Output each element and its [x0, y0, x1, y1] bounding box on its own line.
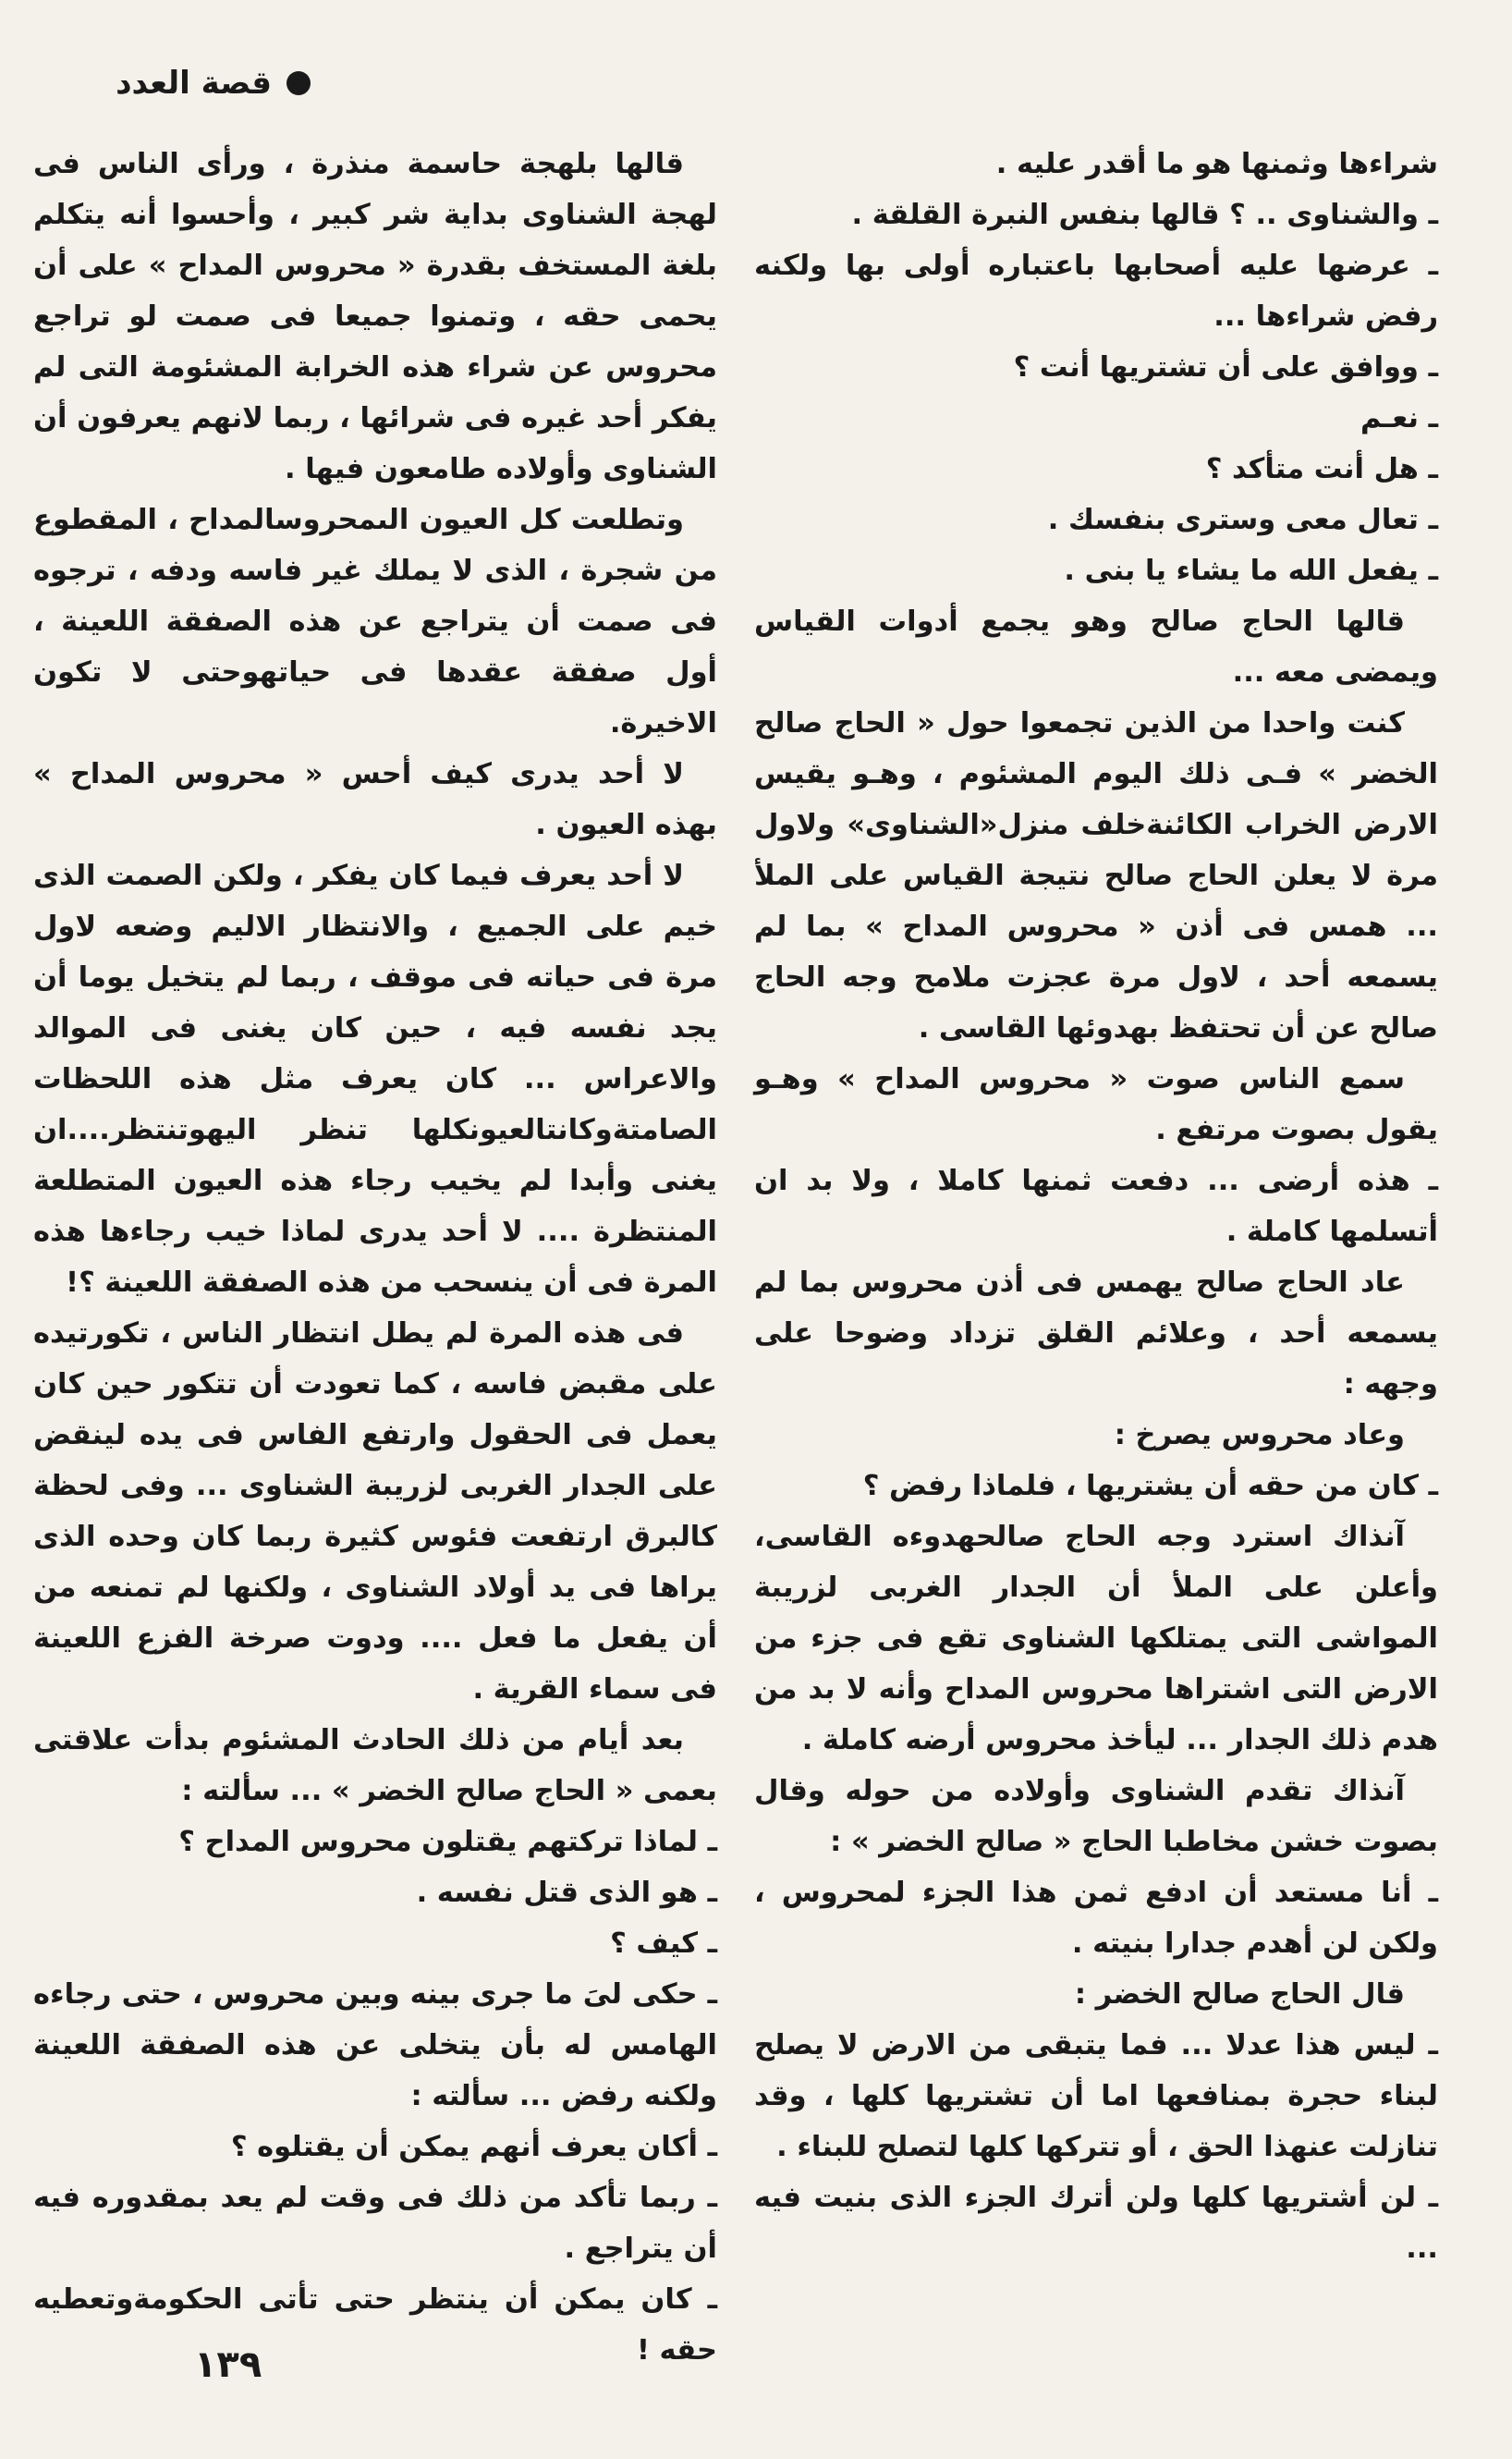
page-number: ١٣٩ — [194, 2343, 262, 2386]
paragraph: ـ حكى لىَ ما جرى بينه وبين محروس ، حتى رجاءه الهامس له بأن يتخلى عن هذه الصفقة اللعينة ولكنه رفض ... سألته : — [33, 1978, 717, 2112]
paragraph: آنذاك استرد وجه الحاج صالحهدوءه القاسى، وأعلن على الملأ أن الجدار الغربى لزريبة المواشى التى يمتلكها الشناوى تقع فى جزء من الارض التى اشتراها محروس المداح وأنه لا بد من هدم ذلك الجدار ... ليأخذ محروس أرضه كاملة . — [754, 1521, 1438, 1756]
paragraph: ـ كيف ؟ — [610, 1927, 717, 1960]
paragraph: ـ تعال معى وسترى بنفسك . — [1047, 504, 1438, 536]
paragraph: وتطلعت كل العيون الىمحروسالمداح ، المقطوع من شجرة ، الذى لا يملك غير فاسه ودفه ، ترجوه فى صمت أن يتراجع عن هذه الصفقة اللعينة ، أول صفقة عقدها فى حياتهوحتى لا تكون الاخيرة. — [33, 504, 717, 740]
bullet-icon — [287, 71, 311, 95]
paragraph: ـ هذه أرضى ... دفعت ثمنها كاملا ، ولا بد ان أتسلمها كاملة . — [754, 1165, 1438, 1248]
paragraph: ـ كان يمكن أن ينتظر حتى تأتى الحكومةوتعطيه حقه ! — [33, 2283, 717, 2367]
paragraph: فى هذه المرة لم يطل انتظار الناس ، تكورتيده على مقبض فاسه ، كما تعودت أن تتكور حين كان يعمل فى الحقول وارتفع الفاس فى يده لينقض على الجدار الغربى لزريبة الشناوى ... وفى لحظة كالبرق ارتفعت فئوس كثيرة ربما كان وحده الذى يراها فى يد أولاد الشناوى ، ولكنها لم تمنعه من أن يفعل ما فعل .... ودوت صرخة الفزع اللعينة فى سماء القرية . — [33, 1317, 717, 1706]
section-title: قصة العدد — [116, 65, 272, 102]
paragraph: ـ لن أشتريها كلها ولن أترك الجزء الذى بنيت فيه ... — [754, 2182, 1438, 2265]
paragraph: ـ نعـم — [1360, 402, 1438, 434]
page-header — [52, 55, 311, 111]
paragraph: قالها الحاج صالح وهو يجمع أدوات القياس ويمضى معه ... — [754, 606, 1438, 689]
paragraph: ـ ربما تأكد من ذلك فى وقت لم يعد بمقدوره فيه أن يتراجع . — [33, 2182, 717, 2265]
paragraph: ـ والشناوى .. ؟ قالها بنفس النبرة القلقة . — [851, 199, 1438, 231]
paragraph: عاد الحاج صالح يهمس فى أذن محروس بما لم يسمعه أحد ، وعلائم القلق تزداد وضوحا على وجهه : — [754, 1266, 1438, 1401]
paragraph: بعد أيام من ذلك الحادث المشئوم بدأت علاقتى بعمى « الحاج صالح الخضر » ... سألته : — [33, 1724, 717, 1807]
paragraph: سمع الناس صوت « محروس المداح » وهـو يقول بصوت مرتفع . — [754, 1063, 1438, 1146]
paragraph: ـ أنا مستعد أن ادفع ثمن هذا الجزء لمحروس ، ولكن لن أهدم جدارا بنيته . — [754, 1877, 1438, 1960]
paragraph: ـ ليس هذا عدلا ... فما يتبقى من الارض لا يصلح لبناء حجرة بمنافعها اما أن تشتريها كلها ، وقد تنازلت عنهذا الحق ، أو تتركها كلها لتصلح للبناء . — [754, 2029, 1438, 2163]
paragraph: آنذاك تقدم الشناوى وأولاده من حوله وقال بصوت خشن مخاطبا الحاج « صالح الخضر » : — [754, 1775, 1438, 1858]
paragraph: ـ عرضها عليه أصحابها باعتباره أولى بها ولكنه رفض شراءها ... — [754, 250, 1438, 333]
paragraph: ـ كان من حقه أن يشتريها ، فلماذا رفض ؟ — [862, 1470, 1438, 1502]
paragraph: ـ هل أنت متأكد ؟ — [1205, 453, 1438, 485]
paragraph: قالها بلهجة حاسمة منذرة ، ورأى الناس فى لهجة الشناوى بداية شر كبير ، وأحسوا أنه يتكلم بلغة المستخف بقدرة « محروس المداح » على أن يحمى حقه ، وتمنوا جميعا فى صمت لو تراجع محروس عن شراء هذه الخرابة المشئومة التى لم يفكر أحد غيره فى شرائها ، ربما لانهم يعرفون أن الشناوى وأولاده طامعون فيها . — [33, 148, 717, 485]
paragraph: لا أحد يدرى كيف أحس « محروس المداح » بهذه العيون . — [33, 758, 717, 841]
paragraph: وعاد محروس يصرخ : — [1114, 1419, 1405, 1451]
right-column — [754, 139, 1438, 2320]
paragraph: ـ هو الذى قتل نفسه . — [416, 1877, 717, 1909]
paragraph: لا أحد يعرف فيما كان يفكر ، ولكن الصمت الذى خيم على الجميع ، والانتظار الاليم وضعه لاول مرة فى حياته فى موقف ، ربما لم يتخيل يوما أن يجد نفسه فيه ، حين كان يغنى فى الموالد والاعراس ... كان يعرف مثل هذه اللحظات الصامتةوكانتالعيونكلها تنظر اليهوتنتظر....ان يغنى وأبدا لم يخيب رجاء هذه العيون المتطلعة المنتظرة .... لا أحد يدرى لماذا خيب رجاءها هذه المرة فى أن ينسحب من هذه الصفقة اللعينة ؟! — [33, 860, 717, 1299]
paragraph: كنت واحدا من الذين تجمعوا حول « الحاج صالح الخضر » فـى ذلك اليوم المشئوم ، وهـو يقيس الارض الخراب الكائنةخلف منزل«الشناوى» ولاول مرة لا يعلن الحاج صالح نتيجة القياس على الملأ ... همس فى أذن « محروس المداح » بما لم يسمعه أحد ، لاول مرة عجزت ملامح وجه الحاج صالح عن أن تحتفظ بهدوئها القاسى . — [754, 707, 1438, 1045]
paragraph: قال الحاج صالح الخضر : — [1074, 1978, 1405, 2011]
paragraph: ـ لماذا تركتهم يقتلون محروس المداح ؟ — [178, 1826, 717, 1858]
paragraph: ـ يفعل الله ما يشاء يا بنى . — [1064, 555, 1438, 587]
paragraph: شراءها وثمنها هو ما أقدر عليه . — [995, 148, 1438, 180]
paragraph: ـ ووافق على أن تشتريها أنت ؟ — [1013, 351, 1438, 384]
paragraph: ـ أكان يعرف أنهم يمكن أن يقتلوه ؟ — [230, 2131, 717, 2163]
